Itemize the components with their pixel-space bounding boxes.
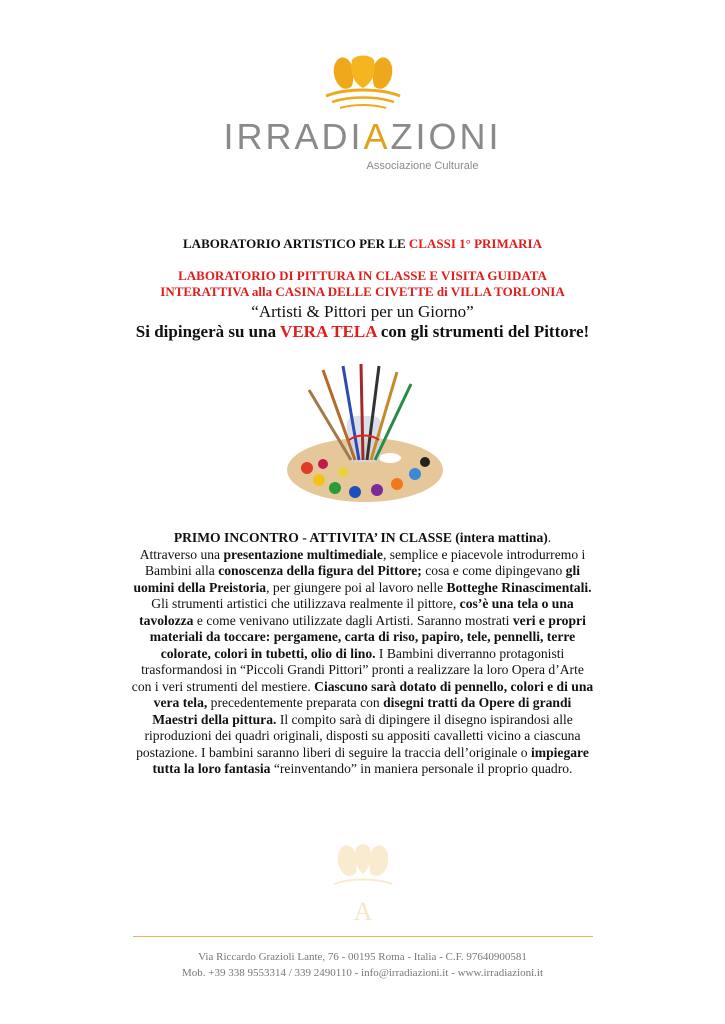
watermark-letter: A [353, 897, 373, 926]
heading-class-level: LABORATORIO ARTISTICO PER LE CLASSI 1° PRIMARIA [183, 236, 542, 251]
brand-logo [0, 50, 725, 172]
heading-tagline: Si dipingerà su una VERA TELA con gli strumenti del Pittore! [135, 322, 590, 341]
brand-wordmark: IRRADIAZIONI [223, 116, 502, 157]
footer-divider [133, 936, 593, 937]
footer-contacts: Mob. +39 338 9553314 / 339 2490110 - info@irradiazioni.it - www.irradiazioni.it [181, 967, 544, 979]
palette-brushes-illustration [285, 360, 445, 510]
lion-emblem-icon [318, 50, 408, 112]
activity-description: PRIMO INCONTRO - ATTIVITA’ IN CLASSE (intera mattina). Attraverso una presentazione multimediale, semplice e piacevole introdurremo i Bambini alla conoscenza della figura del Pittore; cosa e come dipingevano gli uomini della Preistoria, per giungere poi al lavoro nelle Botteghe Rinascimentali. Gli strumenti artistici che utilizzava realmente il pittore, cos’è una tela o una tavolozza e come venivano utilizzate dagli Artisti. Saranno mostrati veri e propri materiali da toccare: pergamene, carta di riso, papiro, tele, pennelli, terre colorate, colori in tubetti, olio di lino. I Bambini diverranno protagonisti trasformandosi in “Piccoli Grandi Pittori” pronti a realizzare la loro Opera d’Arte con i veri strumenti del mestiere. Ciascuno sarà dotato di pennello, colori e di una vera tela, precedentemente preparata con disegni tratti da Opere di grandi Maestri della pittura. Il compito sarà di dipingere il disegno ispirandosi alle riproduzioni dei quadri originali, disposti su appositi cavalletti vicino a ciascuna postazione. I bambini saranno liberi di seguire la traccia dell’originale o impiegare tutta la loro fantasia “reinventando” in maniera personale il proprio quadro. [131, 530, 594, 776]
heading-event-name: “Artisti & Pittori per un Giorno” [251, 302, 474, 321]
heading-lab-description: LABORATORIO DI PITTURA IN CLASSE E VISITA GUIDATA INTERATTIVA alla CASINA DELLE CIVETTE di VILLA TORLONIA [160, 268, 565, 299]
brand-subtitle: Associazione Culturale [366, 160, 479, 172]
watermark-emblem-icon [330, 840, 396, 930]
footer-address: Via Riccardo Grazioli Lante, 76 - 00195 Roma - Italia - C.F. 97640900581 [198, 951, 527, 963]
